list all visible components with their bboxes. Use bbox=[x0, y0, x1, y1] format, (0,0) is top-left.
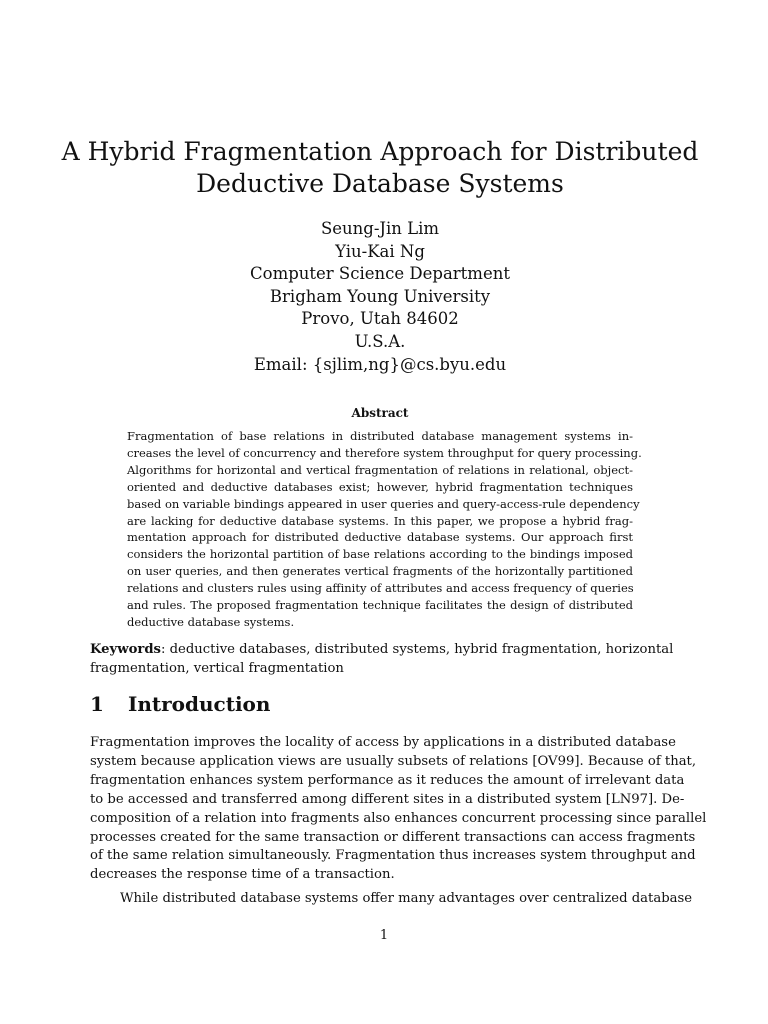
abstract-line: relations and clusters rules using affinity of attributes and access frequency of queries bbox=[127, 581, 634, 596]
keywords-text: : deductive databases, distributed systems, hybrid fragmentation, horizontal bbox=[160, 642, 674, 657]
abstract-line: based on variable bindings appeared in user queries and query-access-rule dependency bbox=[127, 496, 640, 511]
abstract-heading: Abstract bbox=[351, 406, 409, 420]
title-line: Deductive Database Systems bbox=[196, 169, 564, 198]
intro-line: to be accessed and transferred among different sites in a distributed system [LN97]. De- bbox=[90, 791, 685, 807]
title-line: A Hybrid Fragmentation Approach for Distributed bbox=[61, 137, 699, 166]
intro-line: processes created for the same transaction or different transactions can access fragments bbox=[90, 829, 696, 845]
keywords-block bbox=[90, 641, 674, 678]
intro-line: system because application views are usually subsets of relations [OV99]. Because of that, bbox=[90, 753, 697, 769]
abstract-line: creases the level of concurrency and therefore system throughput for query processing. bbox=[127, 445, 642, 460]
intro-line: decreases the response time of a transaction. bbox=[90, 867, 395, 883]
introduction-body bbox=[90, 734, 707, 909]
keywords-label: Keywords bbox=[90, 642, 161, 657]
abstract-line: are lacking for deductive database systems. In this paper, we propose a hybrid frag- bbox=[127, 513, 633, 528]
abstract-body bbox=[127, 428, 642, 631]
author-email: Email: {sjlim,ng}@cs.byu.edu bbox=[253, 354, 507, 374]
abstract-line: considers the horizontal partition of base relations according to the bindings imposed bbox=[127, 547, 633, 562]
section-number: 1 bbox=[90, 692, 104, 716]
keywords-line bbox=[90, 641, 674, 660]
intro-line: fragmentation enhances system performance as it reduces the amount of irrelevant data bbox=[90, 772, 685, 788]
author-department: Computer Science Department bbox=[250, 264, 510, 284]
intro-line: of the same relation simultaneously. Fragmentation thus increases system throughput and bbox=[90, 848, 696, 864]
page-number: 1 bbox=[379, 928, 389, 943]
author-country: U.S.A. bbox=[354, 331, 406, 351]
abstract-line: deductive database systems. bbox=[127, 614, 295, 629]
abstract-line: and rules. The proposed fragmentation technique facilitates the design of distributed bbox=[127, 598, 633, 613]
intro-line: Fragmentation improves the locality of access by applications in a distributed database bbox=[90, 735, 676, 750]
abstract-line: Algorithms for horizontal and vertical fragmentation of relations in relational, object- bbox=[127, 462, 633, 477]
intro-paragraph-2: While distributed database systems offer many advantages over centralized database bbox=[120, 891, 693, 907]
abstract-line: mentation approach for distributed deductive database systems. Our approach first bbox=[127, 530, 633, 545]
section-heading bbox=[90, 692, 270, 716]
author-university: Brigham Young University bbox=[269, 286, 491, 306]
author-name: Seung-Jin Lim bbox=[320, 219, 440, 238]
intro-line: composition of a relation into fragments also enhances concurrent processing since parallel bbox=[90, 810, 707, 826]
author-name: Yiu-Kai Ng bbox=[335, 241, 425, 261]
abstract-line: Fragmentation of base relations in distributed database management systems in- bbox=[127, 429, 633, 443]
section-title: Introduction bbox=[128, 692, 271, 716]
keywords-line: fragmentation, vertical fragmentation bbox=[90, 660, 344, 676]
paper-title bbox=[60, 136, 700, 200]
abstract-line: oriented and deductive databases exist; however, hybrid fragmentation techniques bbox=[127, 479, 633, 494]
author-city: Provo, Utah 84602 bbox=[301, 309, 459, 329]
author-block bbox=[160, 218, 600, 376]
abstract-line: on user queries, and then generates vertical fragments of the horizontally partitioned bbox=[127, 564, 633, 579]
